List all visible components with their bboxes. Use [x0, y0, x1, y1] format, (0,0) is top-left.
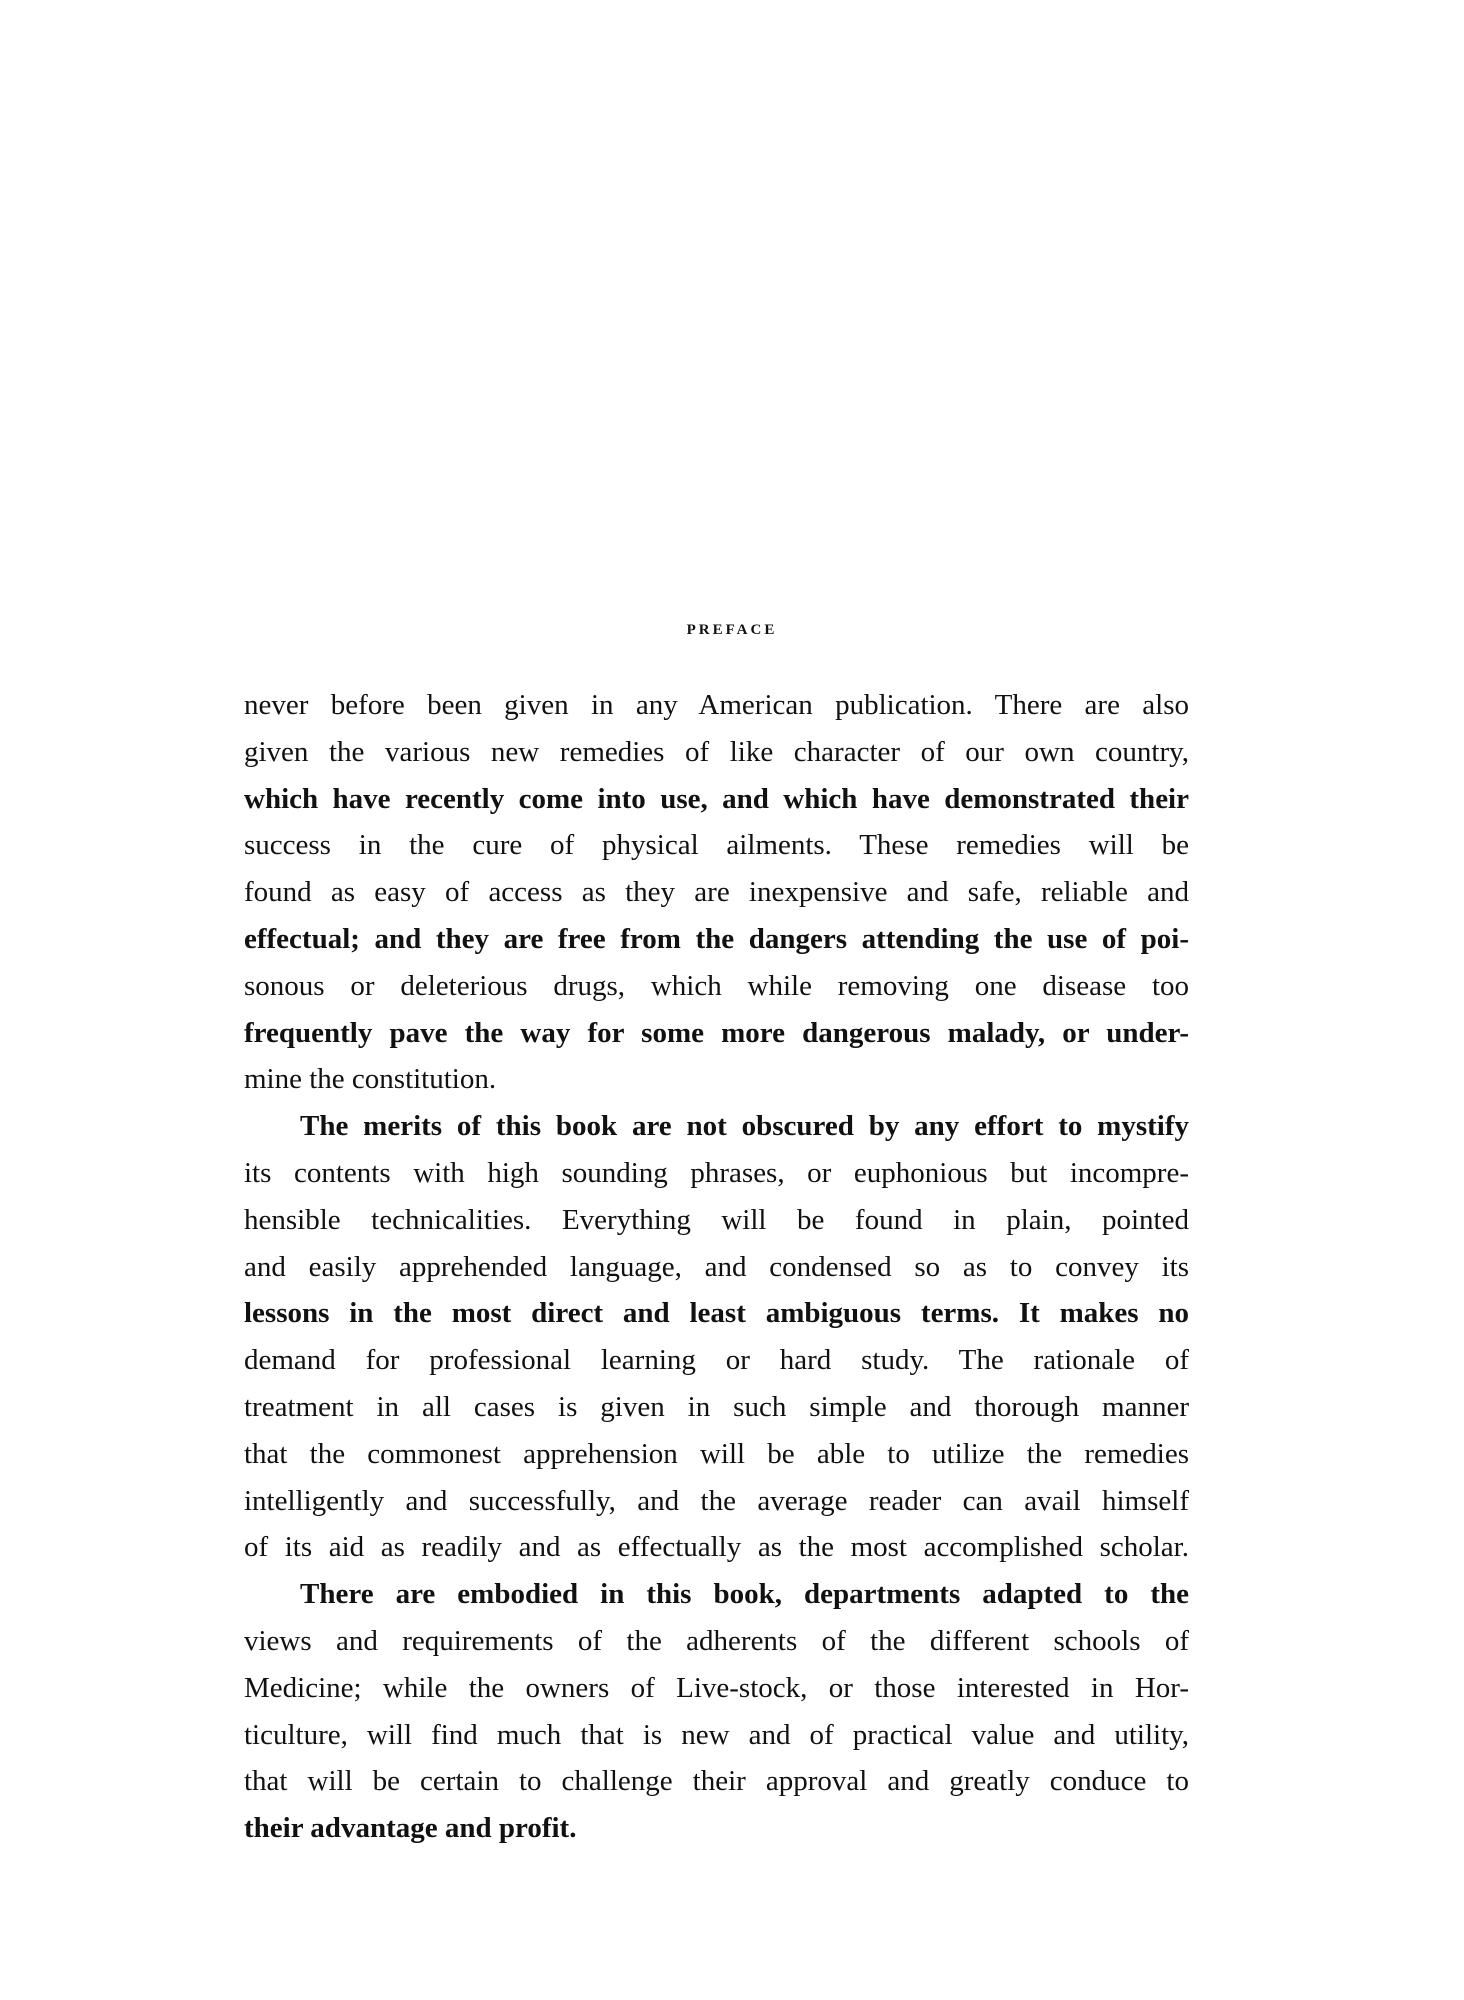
text-line: views and requirements of the adherents of the different schools of	[244, 1624, 1189, 1657]
text-line: hensible technicalities. Everything will be found in plain, pointed	[244, 1203, 1189, 1236]
text-line: There are embodied in this book, departments adapted to the	[300, 1578, 1189, 1611]
text-line: never before been given in any American publication. There are also	[244, 689, 1189, 721]
text-line: frequently pave the way for some more dangerous malady, or under-	[244, 1016, 1189, 1049]
text-line: of its aid as readily and as effectually as the most accomplished scholar.	[244, 1531, 1189, 1564]
text-line: sonous or deleterious drugs, which while removing one disease too	[244, 969, 1189, 1002]
text-line: Medicine; while the owners of Live-stock, or those interested in Hor-	[244, 1671, 1189, 1704]
text-line: their advantage and profit.	[244, 1812, 577, 1845]
text-line: that will be certain to challenge their approval and greatly conduce to	[244, 1765, 1189, 1798]
paragraph	[244, 1103, 1189, 1571]
running-head: PREFACE	[686, 622, 778, 638]
paragraph	[244, 1571, 1189, 1852]
text-line: lessons in the most direct and least ambiguous terms. It makes no	[244, 1297, 1189, 1330]
text-line: which have recently come into use, and which have demonstrated their	[244, 782, 1189, 815]
text-line: success in the cure of physical ailments. These remedies will be	[244, 829, 1189, 862]
text-line: that the commonest apprehension will be able to utilize the remedies	[244, 1437, 1189, 1470]
body-text	[244, 682, 1189, 1852]
text-line: demand for professional learning or hard study. The rationale of	[244, 1344, 1189, 1377]
text-line: found as easy of access as they are inexpensive and safe, reliable and	[244, 876, 1189, 909]
text-line: ticulture, will find much that is new and of practical value and utility,	[244, 1718, 1189, 1751]
text-line: its contents with high sounding phrases, or euphonious but incompre-	[244, 1156, 1189, 1189]
text-line: given the various new remedies of like character of our own country,	[244, 735, 1189, 768]
text-line: and easily apprehended language, and condensed so as to convey its	[244, 1250, 1189, 1283]
text-line: treatment in all cases is given in such simple and thorough manner	[244, 1390, 1189, 1423]
text-line: effectual; and they are free from the dangers attending the use of poi-	[244, 922, 1189, 955]
paragraph	[244, 682, 1189, 1103]
text-line: mine the constitution.	[244, 1063, 497, 1096]
text-line: intelligently and successfully, and the average reader can avail himself	[244, 1484, 1189, 1517]
text-line: The merits of this book are not obscured by any effort to mystify	[300, 1110, 1189, 1143]
